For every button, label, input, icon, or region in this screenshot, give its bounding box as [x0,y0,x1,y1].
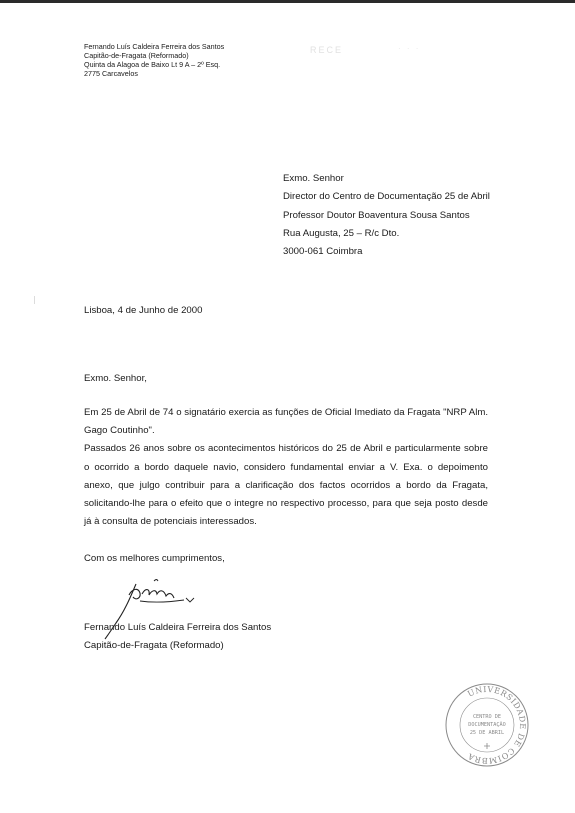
sender-address-block [84,42,224,78]
recipient-line: Exmo. Senhor [283,173,344,184]
dateline: Lisboa, 4 de Junho de 2000 [84,305,203,316]
stamp-ring-text: UNIVERSIDADE DE COIMBRA [466,684,528,766]
sender-street: Quinta da Alagoa de Baixo Lt 9 A – 2º Esq. [84,60,221,69]
scan-top-edge [0,0,575,3]
recipient-address-block [283,170,490,261]
sender-city: 2775 Carcavelos [84,69,138,78]
recipient-line: 3000-061 Coimbra [283,246,363,258]
signer-name: Fernando Luís Caldeira Ferreira dos Santos [84,622,272,633]
recipient-line: Director do Centro de Documentação 25 de Abril [283,191,490,203]
faint-received-mark: RECE [310,45,344,55]
received-stamp [444,682,530,768]
salutation: Exmo. Senhor, [84,373,147,384]
signer-block [84,619,271,655]
faint-mark-secondary: · · · [398,44,421,53]
body-paragraph: Passados 26 anos sobre os acontecimentos históricos do 25 de Abril e particularmente sobre o ocorrido a bordo daquele navio, considero fundamental enviar a V. Exa. o depoimento anexo, que julgo contribuir para a clarificação dos factos ocorridos a bordo da Fragata, solicitando-lhe para o efeito que o integre no respectivo processo, para que seja posto desde já à consulta de potenciais interessados. [84,443,488,528]
closing: Com os melhores cumprimentos, [84,553,225,564]
letter-body [84,404,488,531]
stamp-line: 25 DE ABRIL [469,730,505,736]
stamp-star-icon [484,743,490,749]
recipient-line: Professor Doutor Boaventura Sousa Santos [283,209,470,221]
sender-name: Fernando Luís Caldeira Ferreira dos Santos [84,42,225,51]
margin-mark [34,296,35,304]
stamp-line: DOCUMENTAÇÃO [468,722,506,728]
body-paragraph: Em 25 de Abril de 74 o signatário exercia as funções de Oficial Imediato da Fragata "NRP Alm. Gago Coutinho". [84,407,488,437]
stamp-line: CENTRO DE [472,714,502,720]
sender-rank: Capitão-de-Fragata (Reformado) [84,51,189,60]
signer-rank: Capitão-de-Fragata (Reformado) [84,640,224,652]
recipient-line: Rua Augusta, 25 – R/c Dto. [283,227,400,239]
